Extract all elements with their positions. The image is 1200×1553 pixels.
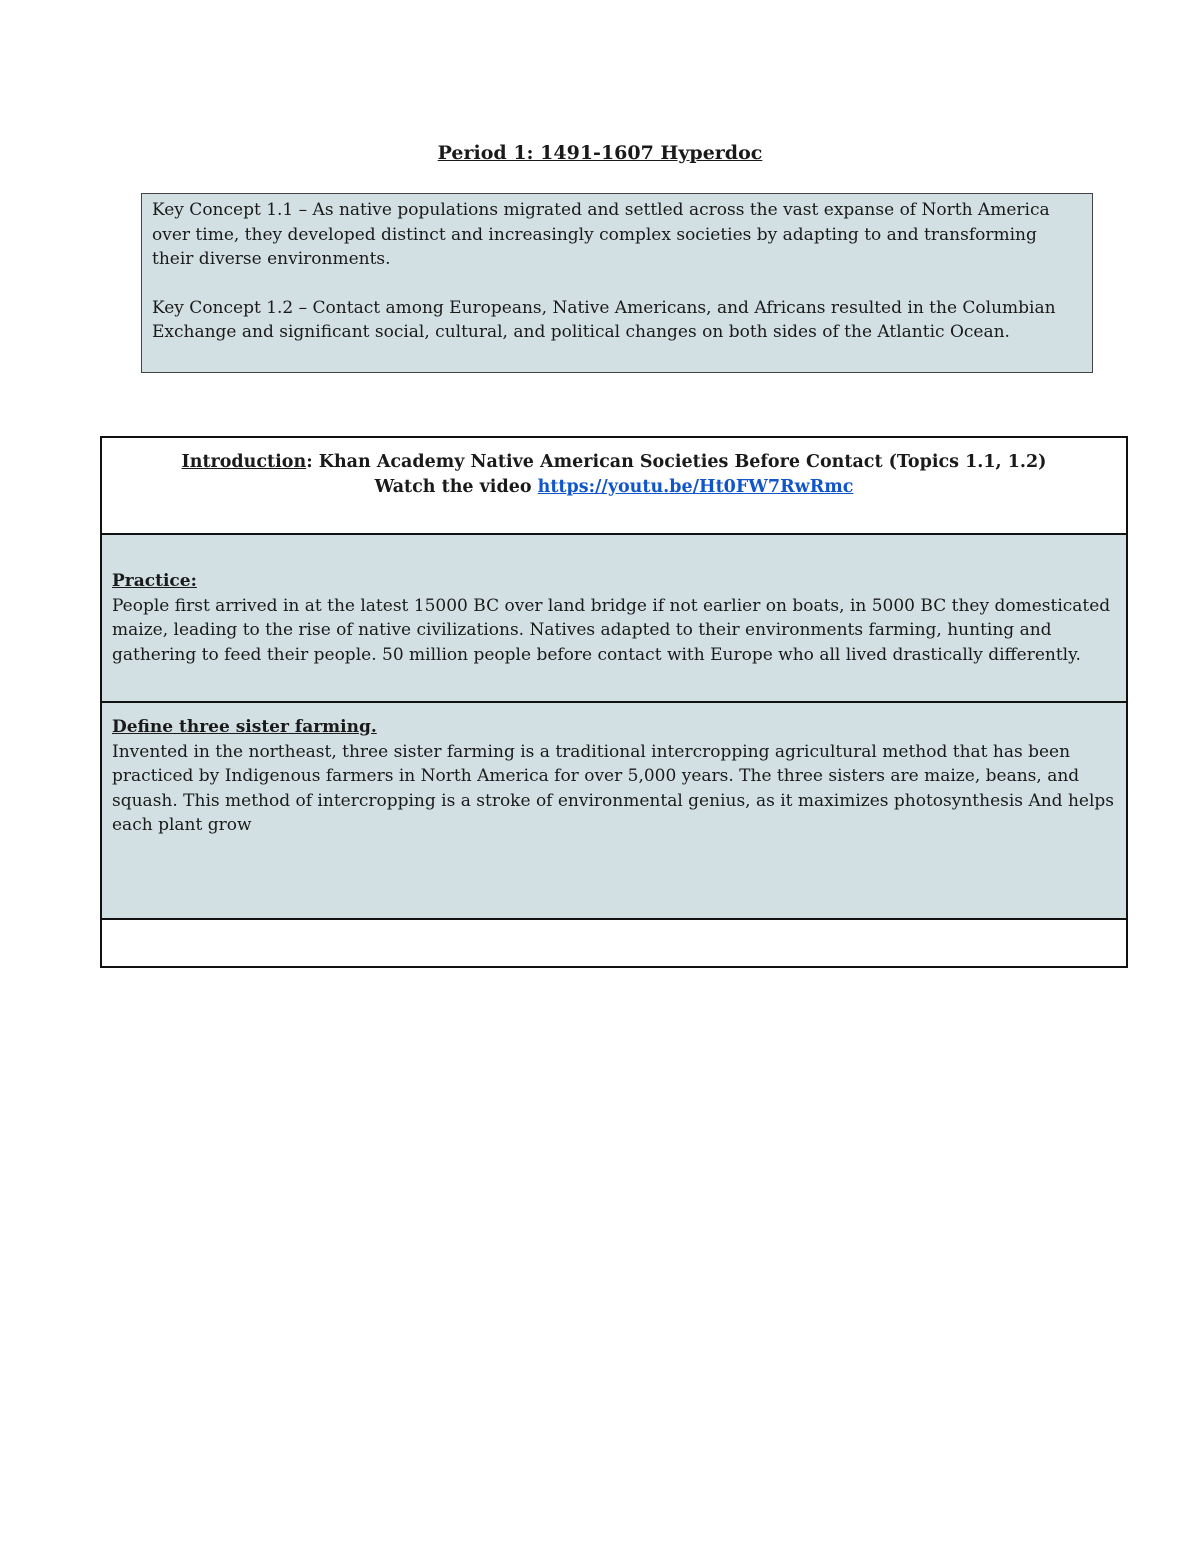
hyperdoc-table [100, 436, 1128, 968]
define-label: Define three sister farming. [112, 717, 377, 737]
video-link[interactable]: https://youtu.be/Ht0FW7RwRmc [537, 476, 854, 497]
introduction-row [102, 438, 1126, 535]
key-concept-1-1: Key Concept 1.1 – As native populations migrated and settled across the vast expanse of North America over time, they developed distinct and increasingly complex societies by adapting to and transforming their diverse environments. [152, 200, 1050, 269]
watch-video-line [102, 475, 1126, 500]
define-answer[interactable]: Invented in the northeast, three sister farming is a traditional intercropping agricultural method that has been practiced by Indigenous farmers in North America for over 5,000 years. The three sisters are maize, beans, and squash. This method of intercropping is a stroke of environmental genius, as it maximizes photosynthesis And helps each plant grow [112, 741, 1115, 835]
key-concept-1-2: Key Concept 1.2 – Contact among Europeans, Native Americans, and Africans resulted in the Columbian Exchange and significant social, cultural, and political changes on both sides of the Atlantic Ocean. [152, 297, 1056, 342]
introduction-heading [102, 450, 1126, 475]
watch-video-text: Watch the video [374, 476, 538, 497]
page-title: Period 1: 1491-1607 Hyperdoc [437, 142, 763, 164]
key-concepts-box [141, 193, 1093, 373]
empty-row[interactable] [102, 920, 1126, 966]
practice-answer[interactable]: People first arrived in at the latest 15000 BC over land bridge if not earlier on boats, in 5000 BC they domesticated maize, leading to the rise of native civilizations. Natives adapted to their environments farming, hunting and gathering to feed their people. 50 million people before contact with Europe who all lived drastically differently. [112, 595, 1111, 665]
introduction-text: : Khan Academy Native American Societies Before Contact (Topics 1.1, 1.2) [306, 452, 1047, 472]
practice-row [102, 535, 1126, 703]
define-row [102, 703, 1126, 920]
practice-label: Practice: [112, 571, 197, 591]
introduction-label: Introduction [181, 452, 307, 472]
